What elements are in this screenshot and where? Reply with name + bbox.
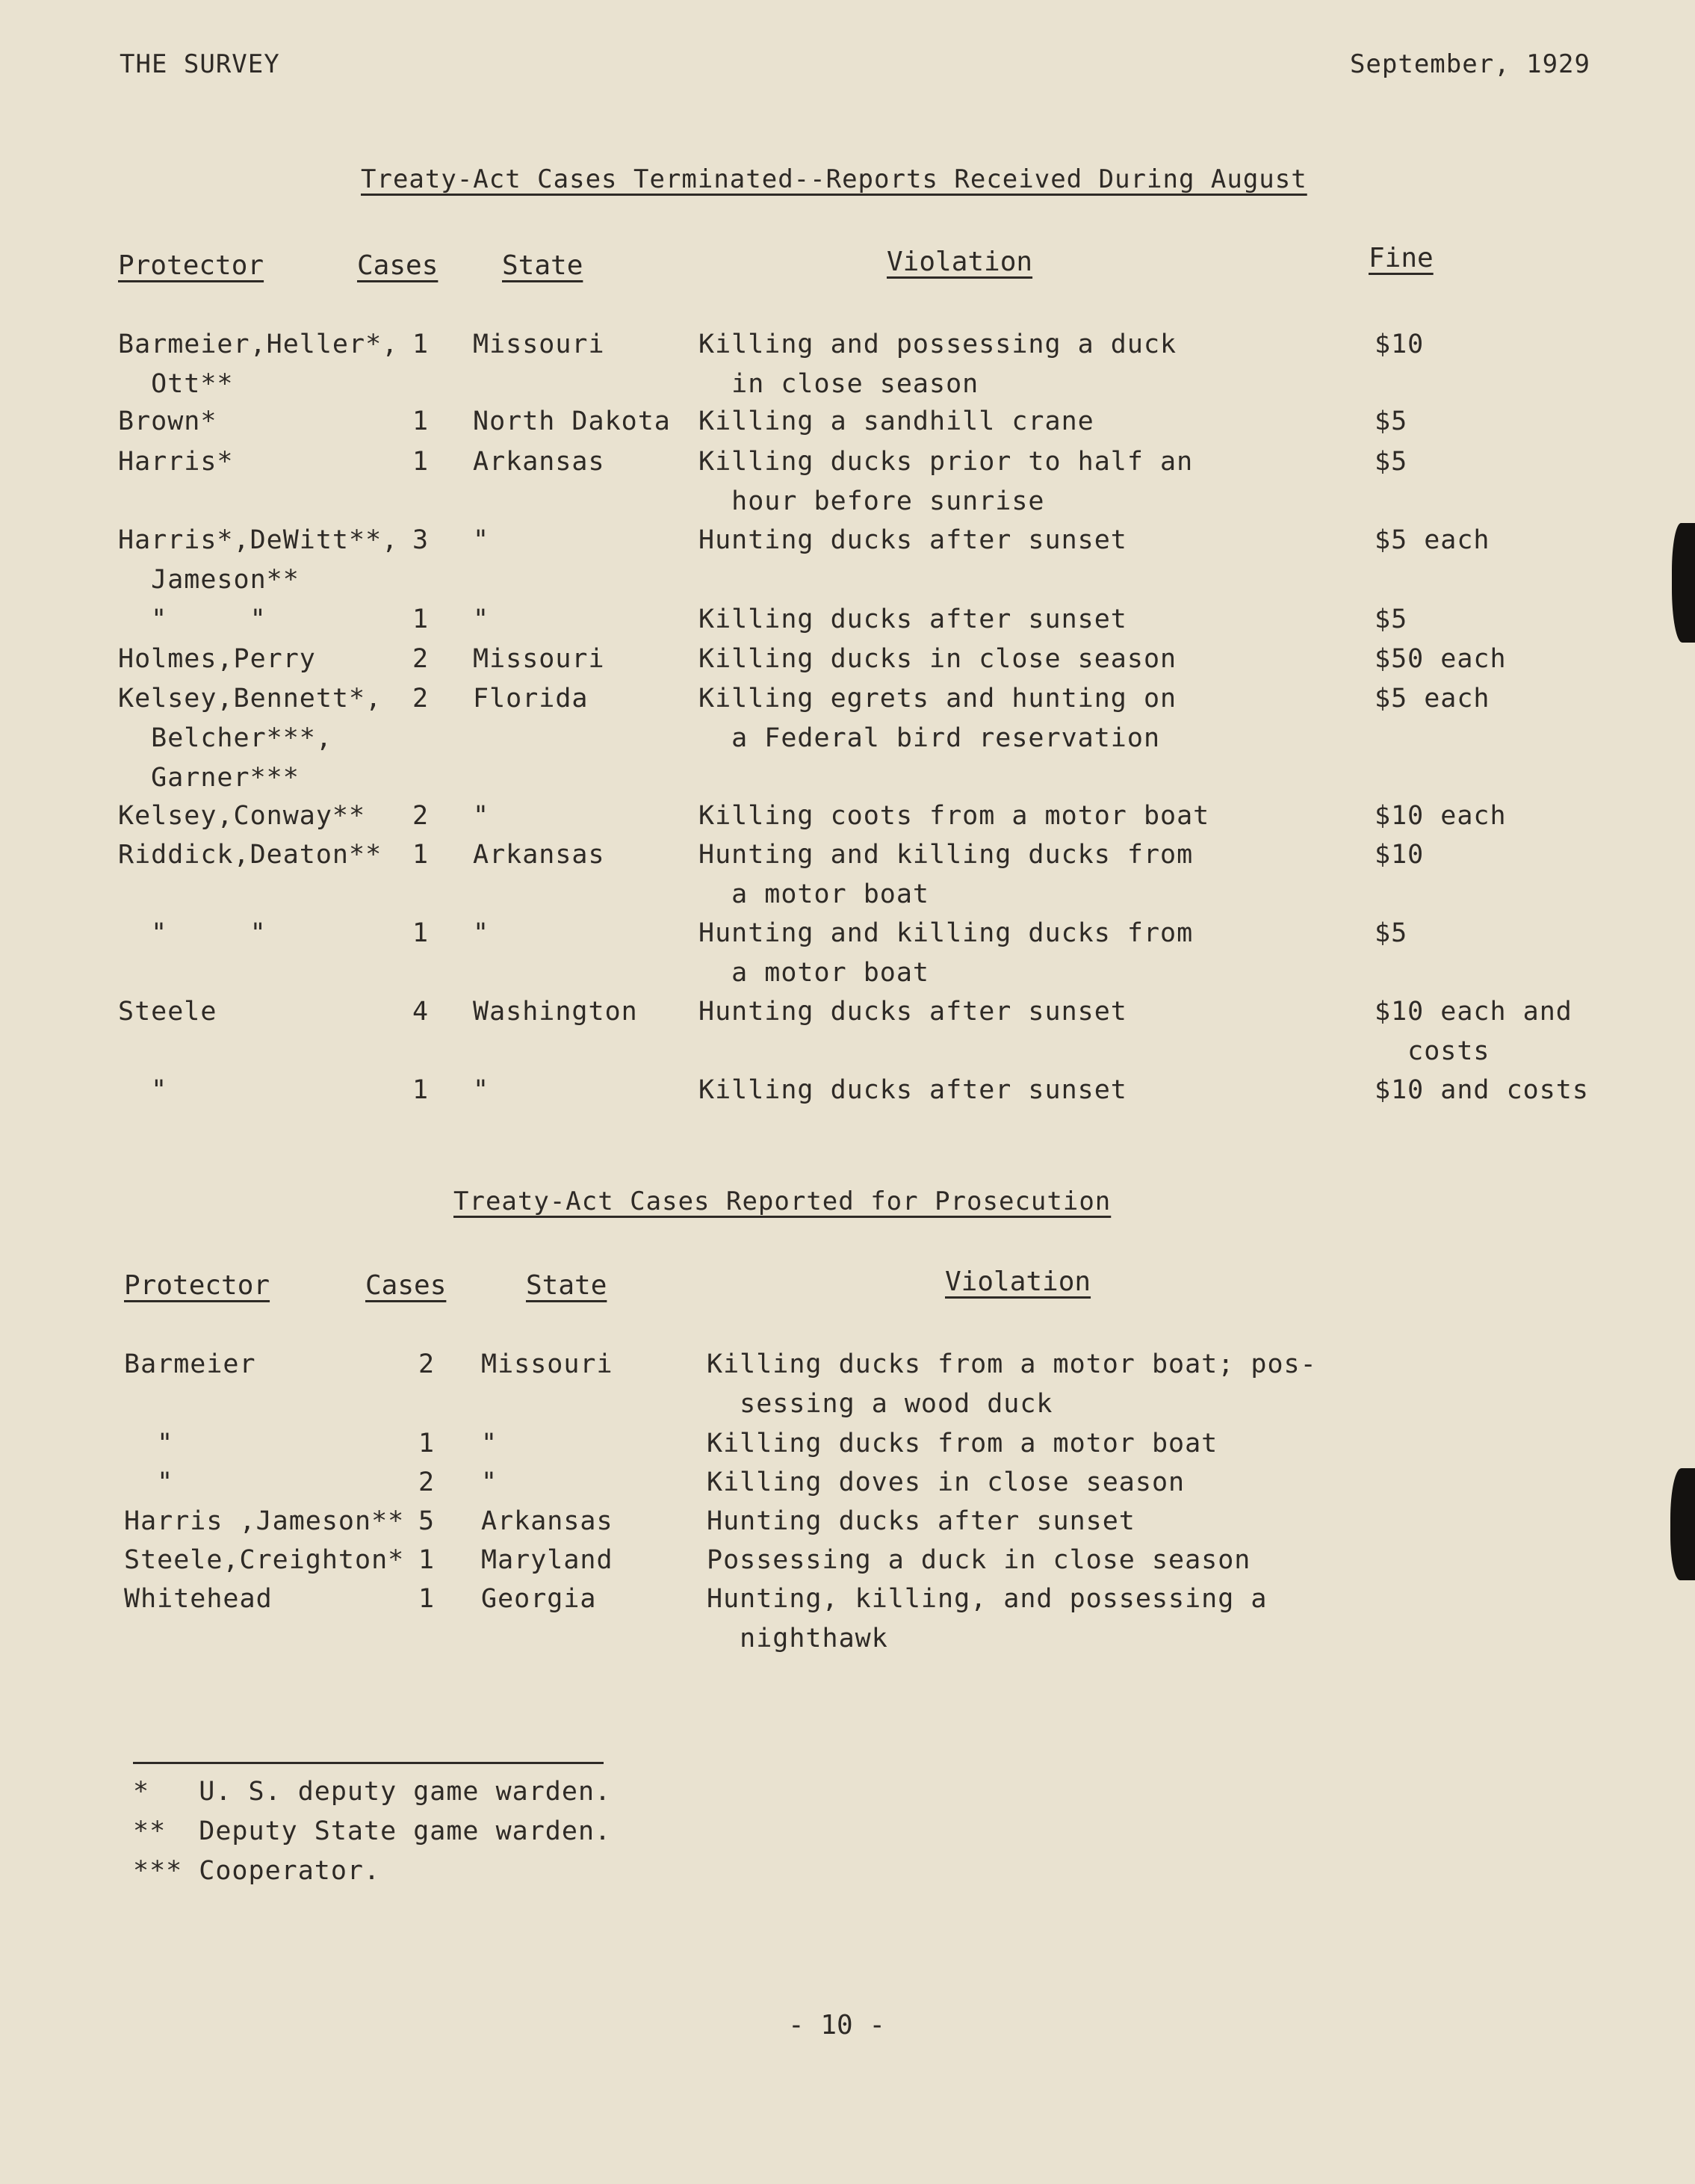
state-cell: " <box>473 801 490 831</box>
table-row <box>0 600 1695 639</box>
protector-cell: Barmeier,Heller*, <box>118 330 399 359</box>
fine-cell: $10 each <box>1375 801 1507 831</box>
table-row <box>0 796 1695 835</box>
fine-cell: $5 <box>1375 447 1408 477</box>
cases-cell: 4 <box>412 997 430 1027</box>
cases-cell: 5 <box>418 1506 436 1536</box>
state-cell: " <box>481 1467 498 1497</box>
table-row <box>0 1424 1695 1463</box>
protector-cell: " <box>124 1467 174 1497</box>
protector-cell: Jameson** <box>118 565 300 595</box>
violation-cell: a motor boat <box>698 879 930 909</box>
cases-cell: 1 <box>418 1584 436 1614</box>
footnote-rule <box>133 1762 604 1764</box>
fine-cell: $5 each <box>1375 684 1490 714</box>
state-cell: " <box>473 1075 490 1105</box>
table-row <box>0 1580 1695 1654</box>
cases-cell: 1 <box>412 1075 430 1105</box>
protector-cell: " " <box>118 604 267 634</box>
cases-cell: 2 <box>418 1467 436 1497</box>
edge-blot-top <box>1672 523 1695 643</box>
violation-cell: Killing ducks from a motor boat <box>707 1429 1218 1458</box>
violation-cell: a Federal bird reservation <box>698 723 1161 753</box>
violation-cell: Killing egrets and hunting on <box>698 684 1177 714</box>
violation-cell: Killing doves in close season <box>707 1467 1186 1497</box>
table-row <box>0 640 1695 678</box>
fine-cell: costs <box>1375 1036 1490 1066</box>
protector-cell: " <box>124 1429 174 1458</box>
s1-col-violation: Violation <box>887 247 1033 277</box>
s1-col-fine: Fine <box>1369 243 1434 273</box>
s2-col-violation: Violation <box>945 1266 1091 1297</box>
protector-cell: Brown* <box>118 406 217 436</box>
table-row <box>0 402 1695 441</box>
violation-cell: nighthawk <box>707 1624 888 1654</box>
state-cell: North Dakota <box>473 406 671 436</box>
s2-col-protector: Protector <box>124 1270 270 1301</box>
state-cell: Missouri <box>481 1349 613 1379</box>
cases-cell: 2 <box>418 1349 436 1379</box>
table-row <box>0 1502 1695 1541</box>
s2-col-state: State <box>526 1270 607 1301</box>
table-row <box>0 992 1695 1066</box>
violation-cell: Killing ducks after sunset <box>698 604 1127 634</box>
violation-cell: Possessing a duck in close season <box>707 1545 1251 1575</box>
table-row <box>0 1071 1695 1110</box>
violation-cell: Killing ducks prior to half an <box>698 447 1194 477</box>
violation-cell: Killing coots from a motor boat <box>698 801 1210 831</box>
cases-cell: 1 <box>412 918 430 948</box>
state-cell: Arkansas <box>473 840 605 870</box>
protector-cell: " <box>118 1075 168 1105</box>
state-cell: Maryland <box>481 1545 613 1575</box>
edge-blot-bottom <box>1670 1468 1695 1580</box>
s2-col-cases: Cases <box>365 1270 447 1301</box>
cases-cell: 1 <box>418 1429 436 1458</box>
state-cell: Arkansas <box>481 1506 613 1536</box>
cases-cell: 1 <box>412 406 430 436</box>
fine-cell: $10 <box>1375 330 1425 359</box>
header-date: September, 1929 <box>1349 49 1590 79</box>
state-cell: " <box>473 918 490 948</box>
violation-cell: sessing a wood duck <box>707 1389 1053 1419</box>
state-cell: Missouri <box>473 330 605 359</box>
violation-cell: hour before sunrise <box>698 486 1045 516</box>
fine-cell: $10 each and <box>1375 997 1572 1027</box>
fine-cell: $5 <box>1375 406 1408 436</box>
state-cell: " <box>481 1429 498 1458</box>
state-cell: Missouri <box>473 644 605 674</box>
table-row <box>0 521 1695 595</box>
violation-cell: Hunting and killing ducks from <box>698 840 1194 870</box>
protector-cell: Belcher***, <box>118 723 332 753</box>
cases-cell: 1 <box>418 1545 436 1575</box>
s1-col-cases: Cases <box>357 250 439 281</box>
violation-cell: Hunting, killing, and possessing a <box>707 1584 1268 1614</box>
s1-col-state: State <box>502 250 583 281</box>
violation-cell: Hunting ducks after sunset <box>698 997 1127 1027</box>
cases-cell: 1 <box>412 447 430 477</box>
protector-cell: Kelsey,Bennett*, <box>118 684 382 714</box>
table-row <box>0 835 1695 909</box>
table-row <box>0 1541 1695 1580</box>
state-cell: Georgia <box>481 1584 597 1614</box>
header-left: THE SURVEY <box>120 49 280 79</box>
protector-cell: Holmes,Perry <box>118 644 316 674</box>
page-number: - 10 - <box>788 2010 886 2041</box>
cases-cell: 2 <box>412 684 430 714</box>
protector-cell: Garner*** <box>118 763 300 793</box>
protector-cell: Kelsey,Conway** <box>118 801 366 831</box>
violation-cell: Killing ducks in close season <box>698 644 1177 674</box>
protector-cell: Whitehead <box>124 1584 273 1614</box>
protector-cell: Ott** <box>118 369 234 399</box>
protector-cell: Riddick,Deaton** <box>118 840 382 870</box>
violation-cell: Killing and possessing a duck <box>698 330 1177 359</box>
fine-cell: $50 each <box>1375 644 1507 674</box>
table-row <box>0 914 1695 988</box>
state-cell: Arkansas <box>473 447 605 477</box>
violation-cell: Hunting ducks after sunset <box>707 1506 1135 1536</box>
violation-cell: Hunting ducks after sunset <box>698 525 1127 555</box>
footnote-1: * U. S. deputy game warden. <box>133 1777 612 1807</box>
protector-cell: Harris ,Jameson** <box>124 1506 405 1536</box>
violation-cell: Hunting and killing ducks from <box>698 918 1194 948</box>
cases-cell: 2 <box>412 644 430 674</box>
protector-cell: Barmeier <box>124 1349 256 1379</box>
state-cell: " <box>473 525 490 555</box>
footnote-3: *** Cooperator. <box>133 1856 381 1886</box>
cases-cell: 1 <box>412 330 430 359</box>
protector-cell: Steele,Creighton* <box>124 1545 405 1575</box>
state-cell: Washington <box>473 997 638 1027</box>
section2-title: Treaty-Act Cases Reported for Prosecution <box>453 1187 1112 1216</box>
table-row <box>0 325 1695 399</box>
fine-cell: $10 and costs <box>1375 1075 1589 1105</box>
state-cell: " <box>473 604 490 634</box>
violation-cell: in close season <box>698 369 979 399</box>
state-cell: Florida <box>473 684 589 714</box>
fine-cell: $5 <box>1375 604 1408 634</box>
violation-cell: Killing ducks after sunset <box>698 1075 1127 1105</box>
violation-cell: a motor boat <box>698 958 930 988</box>
table-row <box>0 442 1695 516</box>
violation-cell: Killing ducks from a motor boat; pos- <box>707 1349 1317 1379</box>
protector-cell: Steele <box>118 997 217 1027</box>
table-row <box>0 1463 1695 1502</box>
fine-cell: $10 <box>1375 840 1425 870</box>
protector-cell: " " <box>118 918 267 948</box>
table-row <box>0 1345 1695 1419</box>
cases-cell: 3 <box>412 525 430 555</box>
section1-title: Treaty-Act Cases Terminated--Reports Received During August <box>361 164 1307 194</box>
violation-cell: Killing a sandhill crane <box>698 406 1094 436</box>
fine-cell: $5 <box>1375 918 1408 948</box>
cases-cell: 1 <box>412 840 430 870</box>
protector-cell: Harris* <box>118 447 234 477</box>
cases-cell: 2 <box>412 801 430 831</box>
footnote-2: ** Deputy State game warden. <box>133 1816 612 1846</box>
cases-cell: 1 <box>412 604 430 634</box>
protector-cell: Harris*,DeWitt**, <box>118 525 399 555</box>
table-row <box>0 679 1695 793</box>
s1-col-protector: Protector <box>118 250 264 281</box>
fine-cell: $5 each <box>1375 525 1490 555</box>
